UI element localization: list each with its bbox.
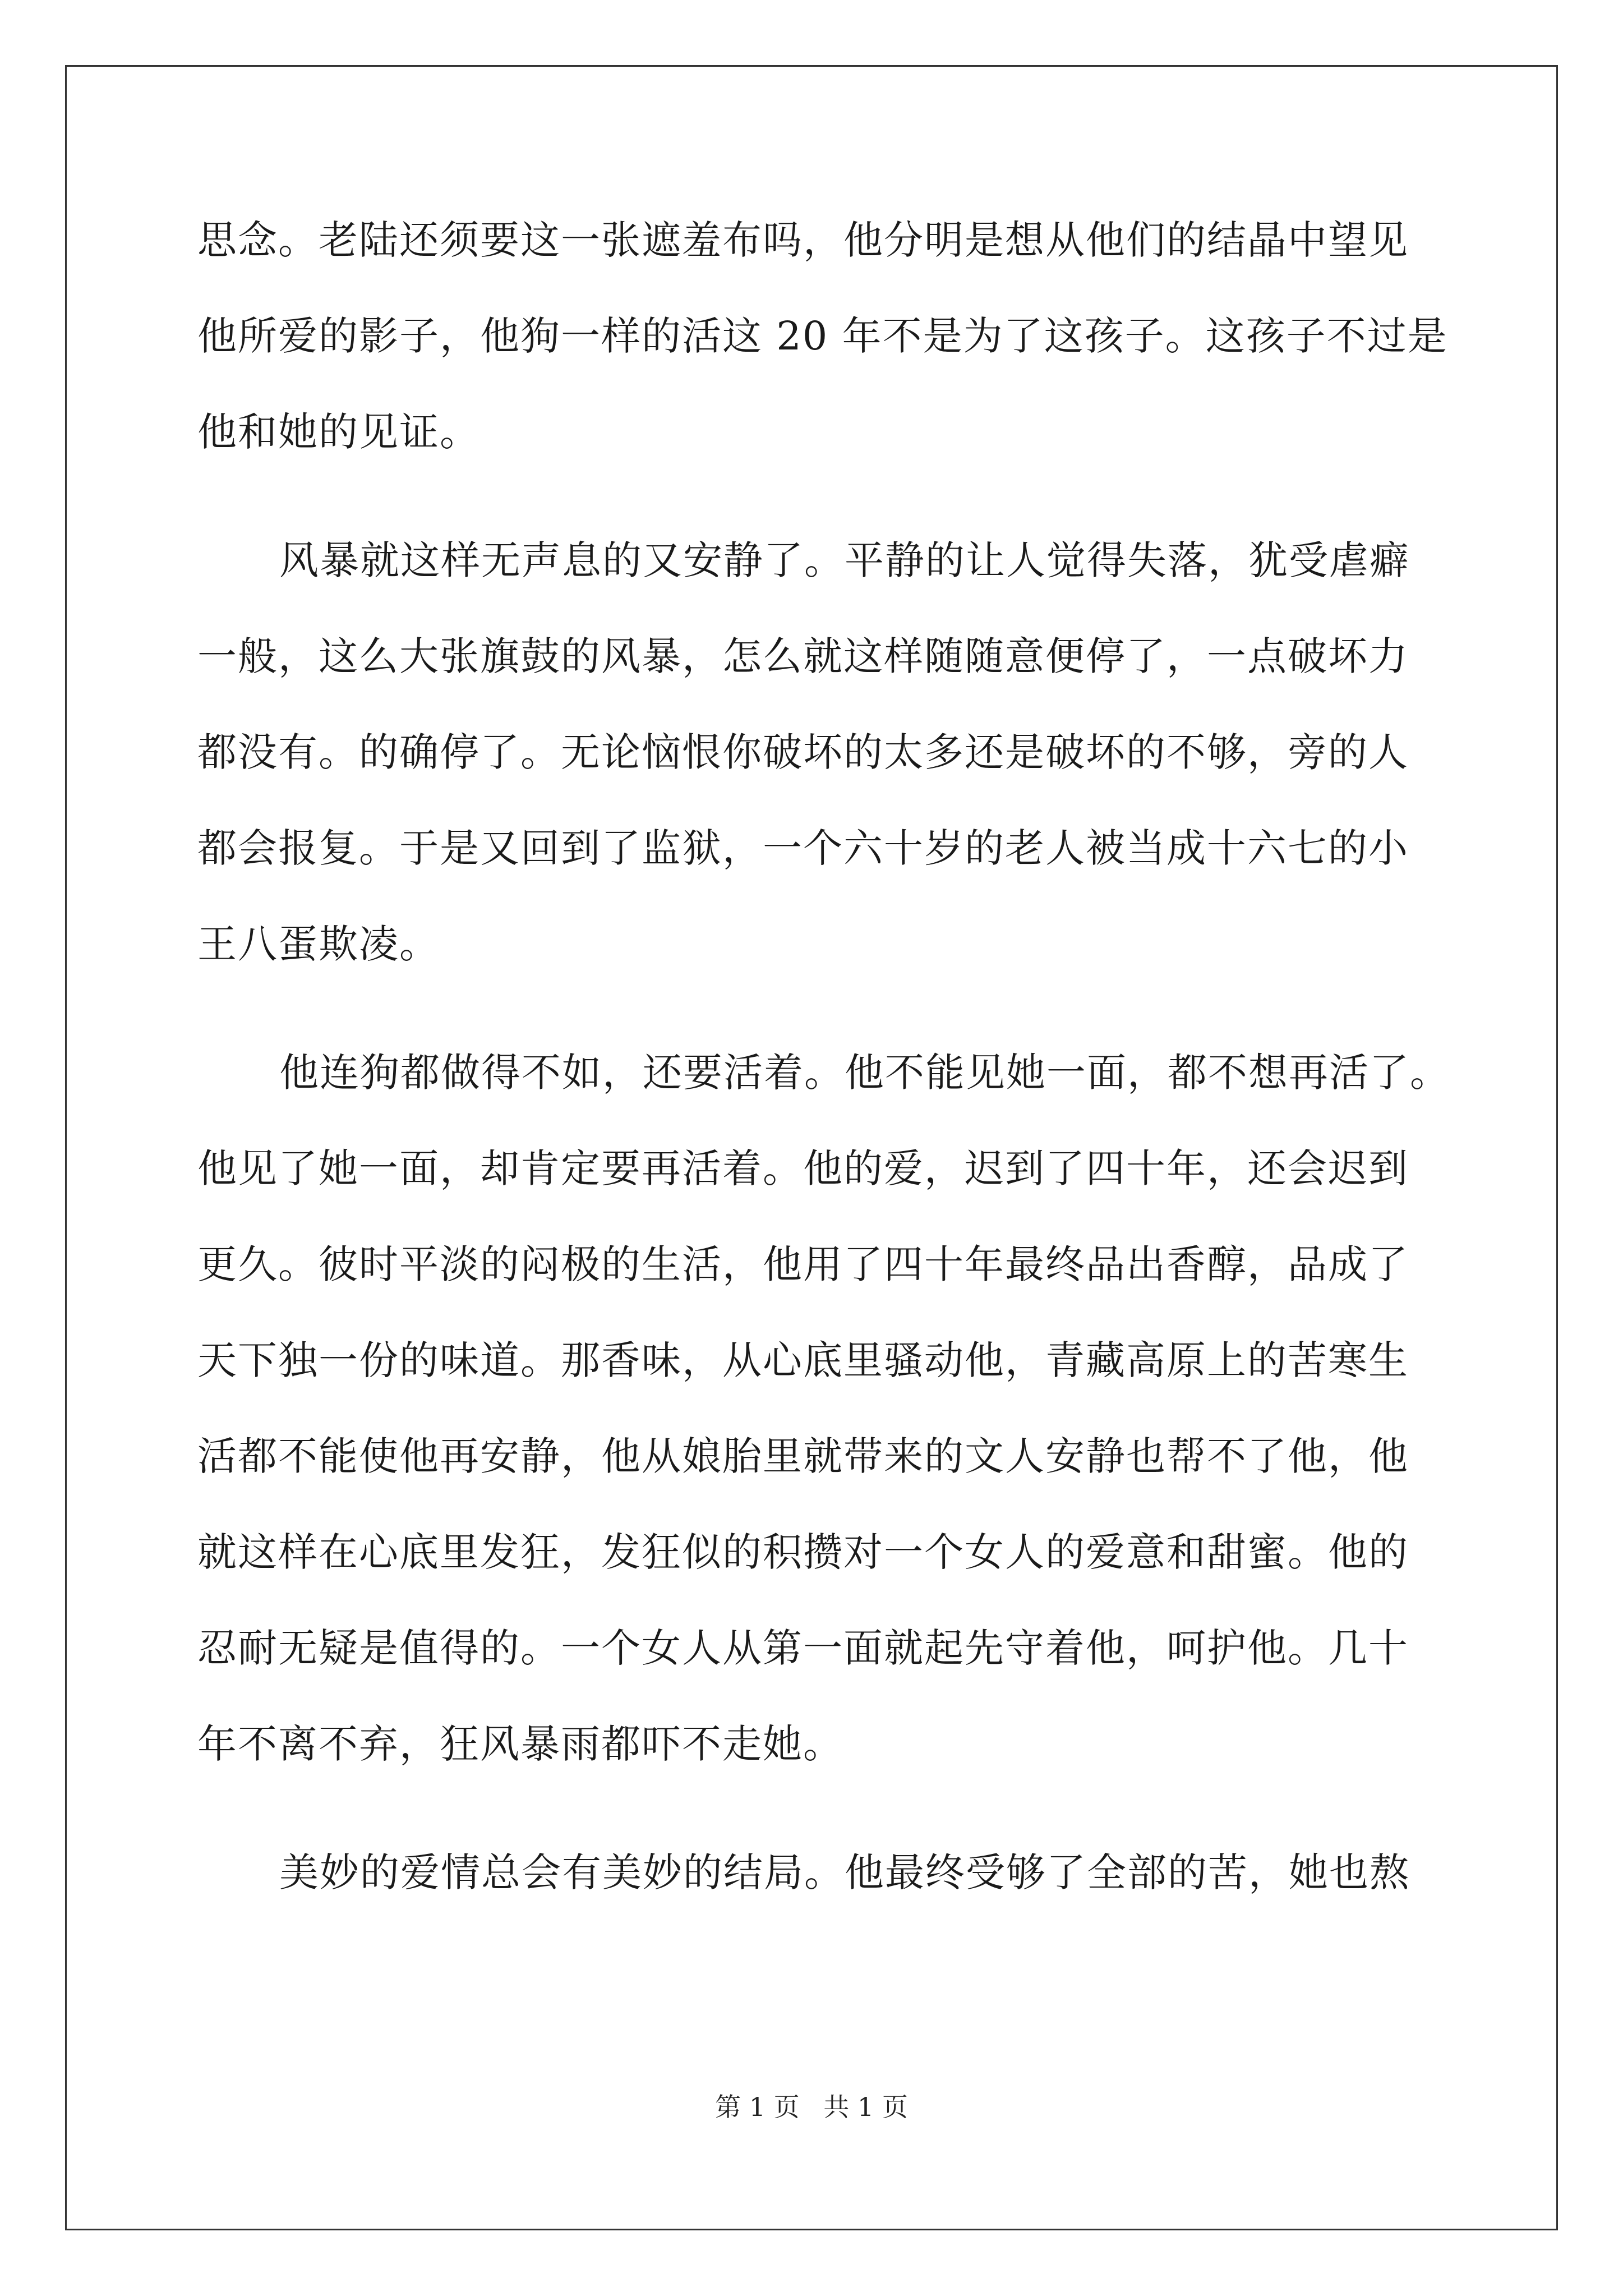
text-line: 都会报复。于是又回到了监狱，一个六十岁的老人被当成十六七的小 [197,825,1409,871]
text-line: 他和她的见证。 [197,409,480,455]
text-line: 都没有。的确停了。无论恼恨你破坏的太多还是破坏的不够，旁的人 [197,729,1409,775]
text-line: 王八蛋欺凌。 [197,921,440,967]
page-number: 第 1 页 [715,2092,800,2122]
text-line: 就这样在心底里发狂，发狂似的积攒对一个女人的爱意和甜蜜。他的 [197,1529,1409,1575]
text-line: 一般，这么大张旗鼓的风暴，怎么就这样随随意便停了，一点破坏力 [197,633,1409,679]
text-line: 活都不能使他再安静，他从娘胎里就带来的文人安静也帮不了他，他 [197,1433,1409,1479]
text-line: 年不离不弃，狂风暴雨都吓不走她。 [197,1721,843,1767]
text-line: 他见了她一面，却肯定要再活着。他的爱，迟到了四十年，还会迟到 [197,1145,1409,1191]
paragraph-first-line: 风暴就这样无声息的又安静了。平静的让人觉得失落，犹受虐癖 [279,537,1410,583]
paragraph-first-line: 美妙的爱情总会有美妙的结局。他最终受够了全部的苦，她也熬 [279,1849,1410,1895]
page-total: 共 1 页 [823,2092,908,2122]
page-footer [0,2087,1623,2124]
paragraph-first-line: 他连狗都做得不如，还要活着。他不能见她一面，都不想再活了。 [279,1050,1450,1096]
text-line: 他所爱的影子，他狗一样的活这 20 年不是为了这孩子。这孩子不过是 [197,313,1448,359]
text-line: 思念。老陆还须要这一张遮羞布吗，他分明是想从他们的结晶中望见 [197,217,1409,263]
text-line: 更久。彼时平淡的闷极的生活，他用了四十年最终品出香醇，品成了 [197,1241,1409,1287]
text-line: 忍耐无疑是值得的。一个女人从第一面就起先守着他，呵护他。几十 [197,1625,1409,1671]
text-line: 天下独一份的味道。那香味，从心底里骚动他，青藏高原上的苦寒生 [197,1337,1409,1383]
